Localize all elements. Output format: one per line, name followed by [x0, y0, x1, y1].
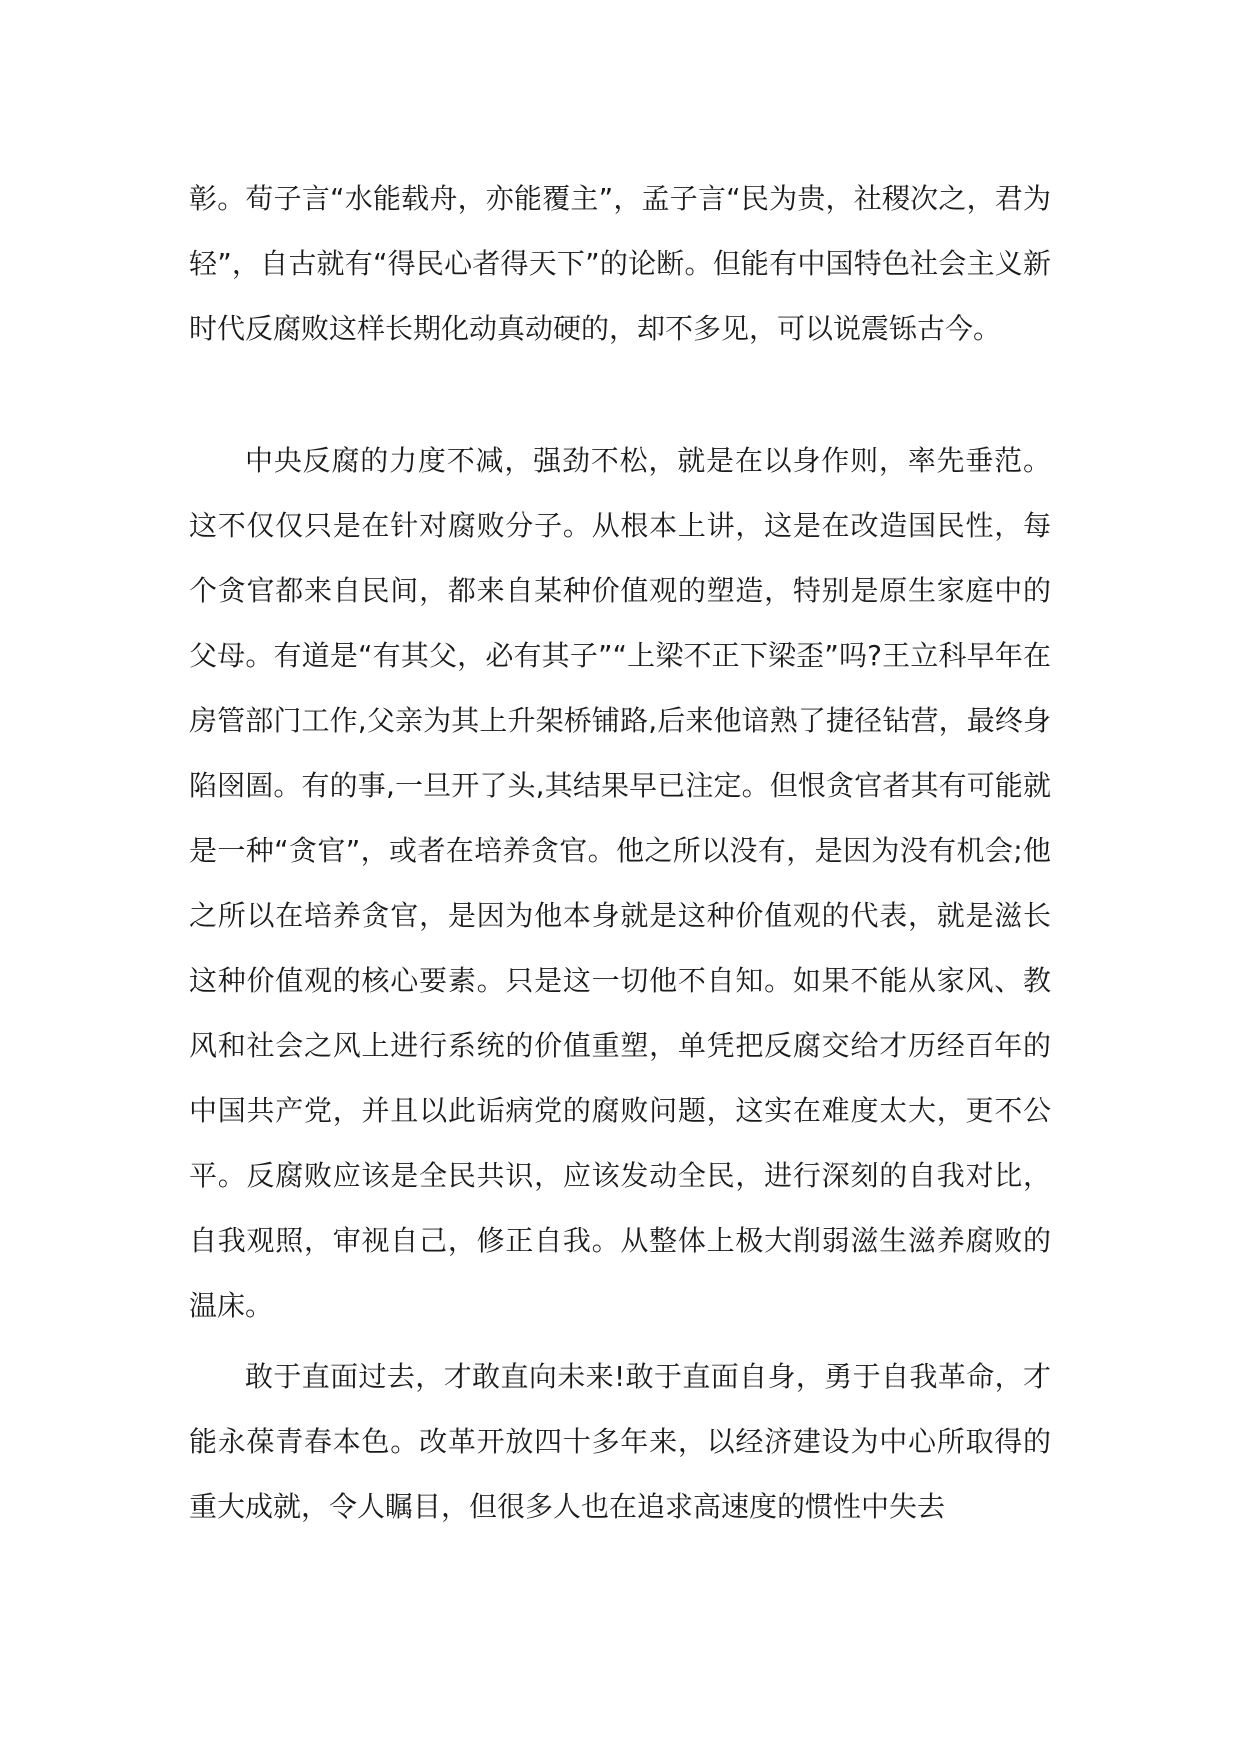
paragraph-text: 彰。荀子言“水能载舟，亦能覆主”，孟子言“民为贵，社稷次之，君为轻”，自古就有“得民心者得天下”的论断。但能有中国特色社会主义新时代反腐败这样长期化动真动硬的，却不多见，可以说震铄古今。 [189, 182, 1051, 345]
paragraph-continuation [189, 166, 1051, 361]
paragraph-text: 敢于直面过去，才敢直向未来!敢于直面自身，勇于自我革命，才能永葆青春本色。改革开放四十多年来，以经济建设为中心所取得的重大成就，令人瞩目，但很多人也在追求高速度的惯性中失去 [189, 1360, 1051, 1523]
paragraph-anticorruption [189, 428, 1051, 1338]
paragraph-self-revolution [189, 1344, 1051, 1539]
paragraph-text: 中央反腐的力度不减，强劲不松，就是在以身作则，率先垂范。这不仅仅只是在针对腐败分子。从根本上讲，这是在改造国民性，每个贪官都来自民间，都来自某种价值观的塑造，特别是原生家庭中的父母。有道是“有其父，必有其子”“上梁不正下梁歪”吗?王立科早年在房管部门工作,父亲为其上升架桥铺路,后来他谙熟了捷径钻营，最终身陷囹圄。有的事,一旦开了头,其结果早已注定。但恨贪官者其有可能就是一种“贪官”，或者在培养贪官。他之所以没有，是因为没有机会;他之所以在培养贪官，是因为他本身就是这种价值观的代表，就是滋长这种价值观的核心要素。只是这一切他不自知。如果不能从家风、教风和社会之风上进行系统的价值重塑，单凭把反腐交给才历经百年的中国共产党，并且以此诟病党的腐败问题，这实在难度太大，更不公平。反腐败应该是全民共识，应该发动全民，进行深刻的自我对比，自我观照，审视自己，修正自我。从整体上极大削弱滋生滋养腐败的温床。 [189, 444, 1051, 1322]
